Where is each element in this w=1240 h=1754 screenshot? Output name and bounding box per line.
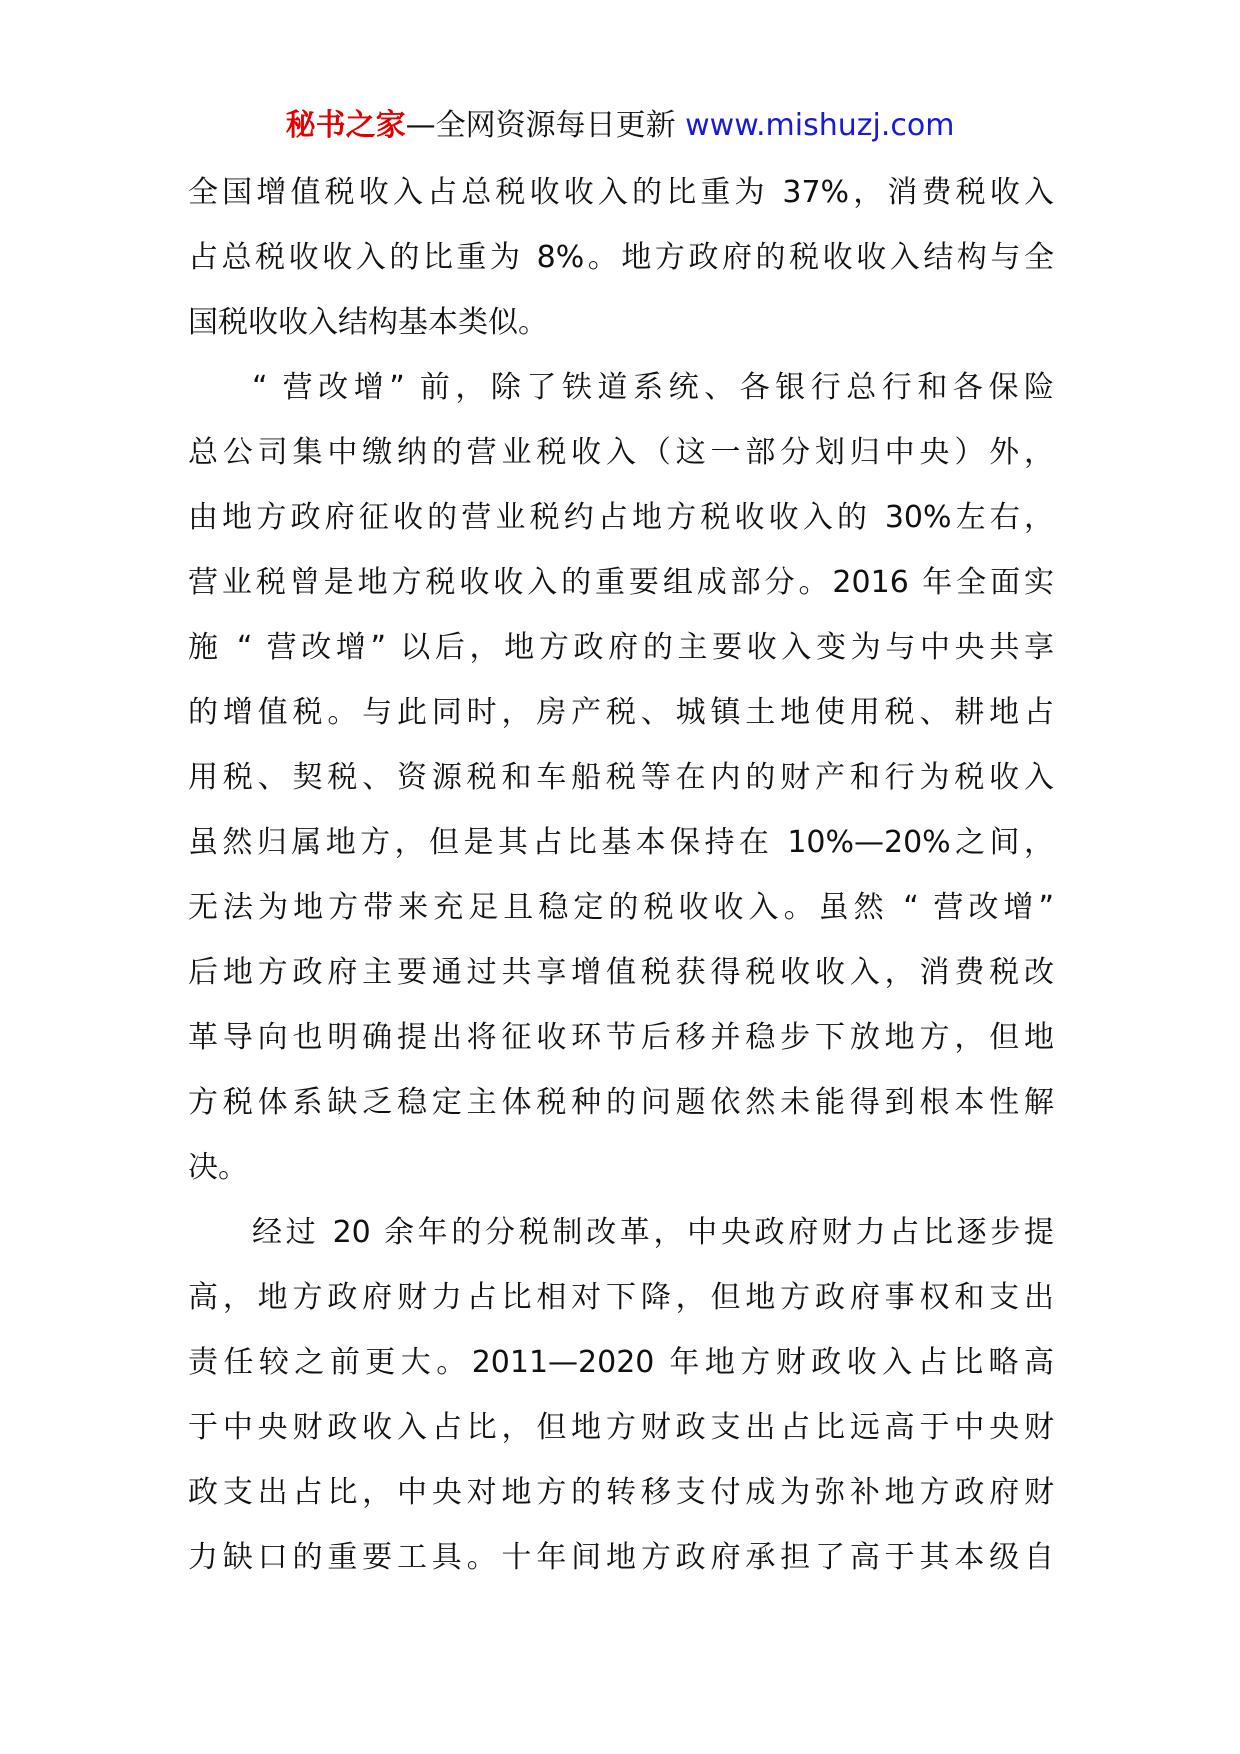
text-line: 力缺口的重要工具。十年间地方政府承担了高于其本级自 [188,1540,1054,1575]
document-body [188,160,1054,1590]
text-line: 决。 [188,1150,248,1185]
text-line: 的增值税。与此同时，房产税、城镇土地使用税、耕地占 [188,695,1054,730]
text-line: 政支出占比，中央对地方的转移支付成为弥补地方政府财 [188,1475,1054,1510]
text-line: 用税、契税、资源税和车船税等在内的财产和行为税收入 [188,760,1054,795]
site-url-link[interactable]: www.mishuzj.com [685,108,955,143]
text-line: 无法为地方带来充足且稳定的税收收入。虽然 “ 营改增” [188,890,1054,925]
text-line: 高，地方政府财力占比相对下降，但地方政府事权和支出 [188,1280,1054,1315]
text-line: 全国增值税收入占总税收收入的比重为 37%，消费税收入 [188,175,1054,210]
text-line: 施 “ 营改增” 以后，地方政府的主要收入变为与中央共享 [188,630,1054,665]
text-line: 总公司集中缴纳的营业税收入（这一部分划归中央）外， [188,435,1054,470]
text-line: 革导向也明确提出将征收环节后移并稳步下放地方，但地 [188,1020,1054,1055]
site-brand: 秘书之家 [285,108,406,143]
text-line: 方税体系缺乏稳定主体税种的问题依然未能得到根本性解 [188,1085,1054,1120]
text-line: 营业税曾是地方税收收入的重要组成部分。2016 年全面实 [188,565,1054,600]
text-line: 于中央财政收入占比，但地方财政支出占比远高于中央财 [188,1410,1054,1445]
text-line: 经过 20 余年的分税制改革，中央政府财力占比逐步提 [252,1215,1054,1250]
text-line: 虽然归属地方，但是其占比基本保持在 10%—20%之间， [188,825,1054,860]
text-line: 由地方政府征收的营业税约占地方税收收入的 30%左右， [188,500,1054,535]
paragraph [188,355,1054,1200]
text-line: 后地方政府主要通过共享增值税获得税收收入，消费税改 [188,955,1054,990]
text-line: 占总税收收入的比重为 8%。地方政府的税收收入结构与全 [188,240,1054,275]
paragraph [188,1200,1054,1590]
paragraph [188,160,1054,355]
site-tagline: —全网资源每日更新 [405,108,676,143]
site-header [0,104,1240,148]
text-line: 国税收收入结构基本类似。 [188,305,548,340]
text-line: “ 营改增” 前，除了铁道系统、各银行总行和各保险 [252,370,1054,405]
text-line: 责任较之前更大。2011—2020 年地方财政收入占比略高 [188,1345,1054,1380]
